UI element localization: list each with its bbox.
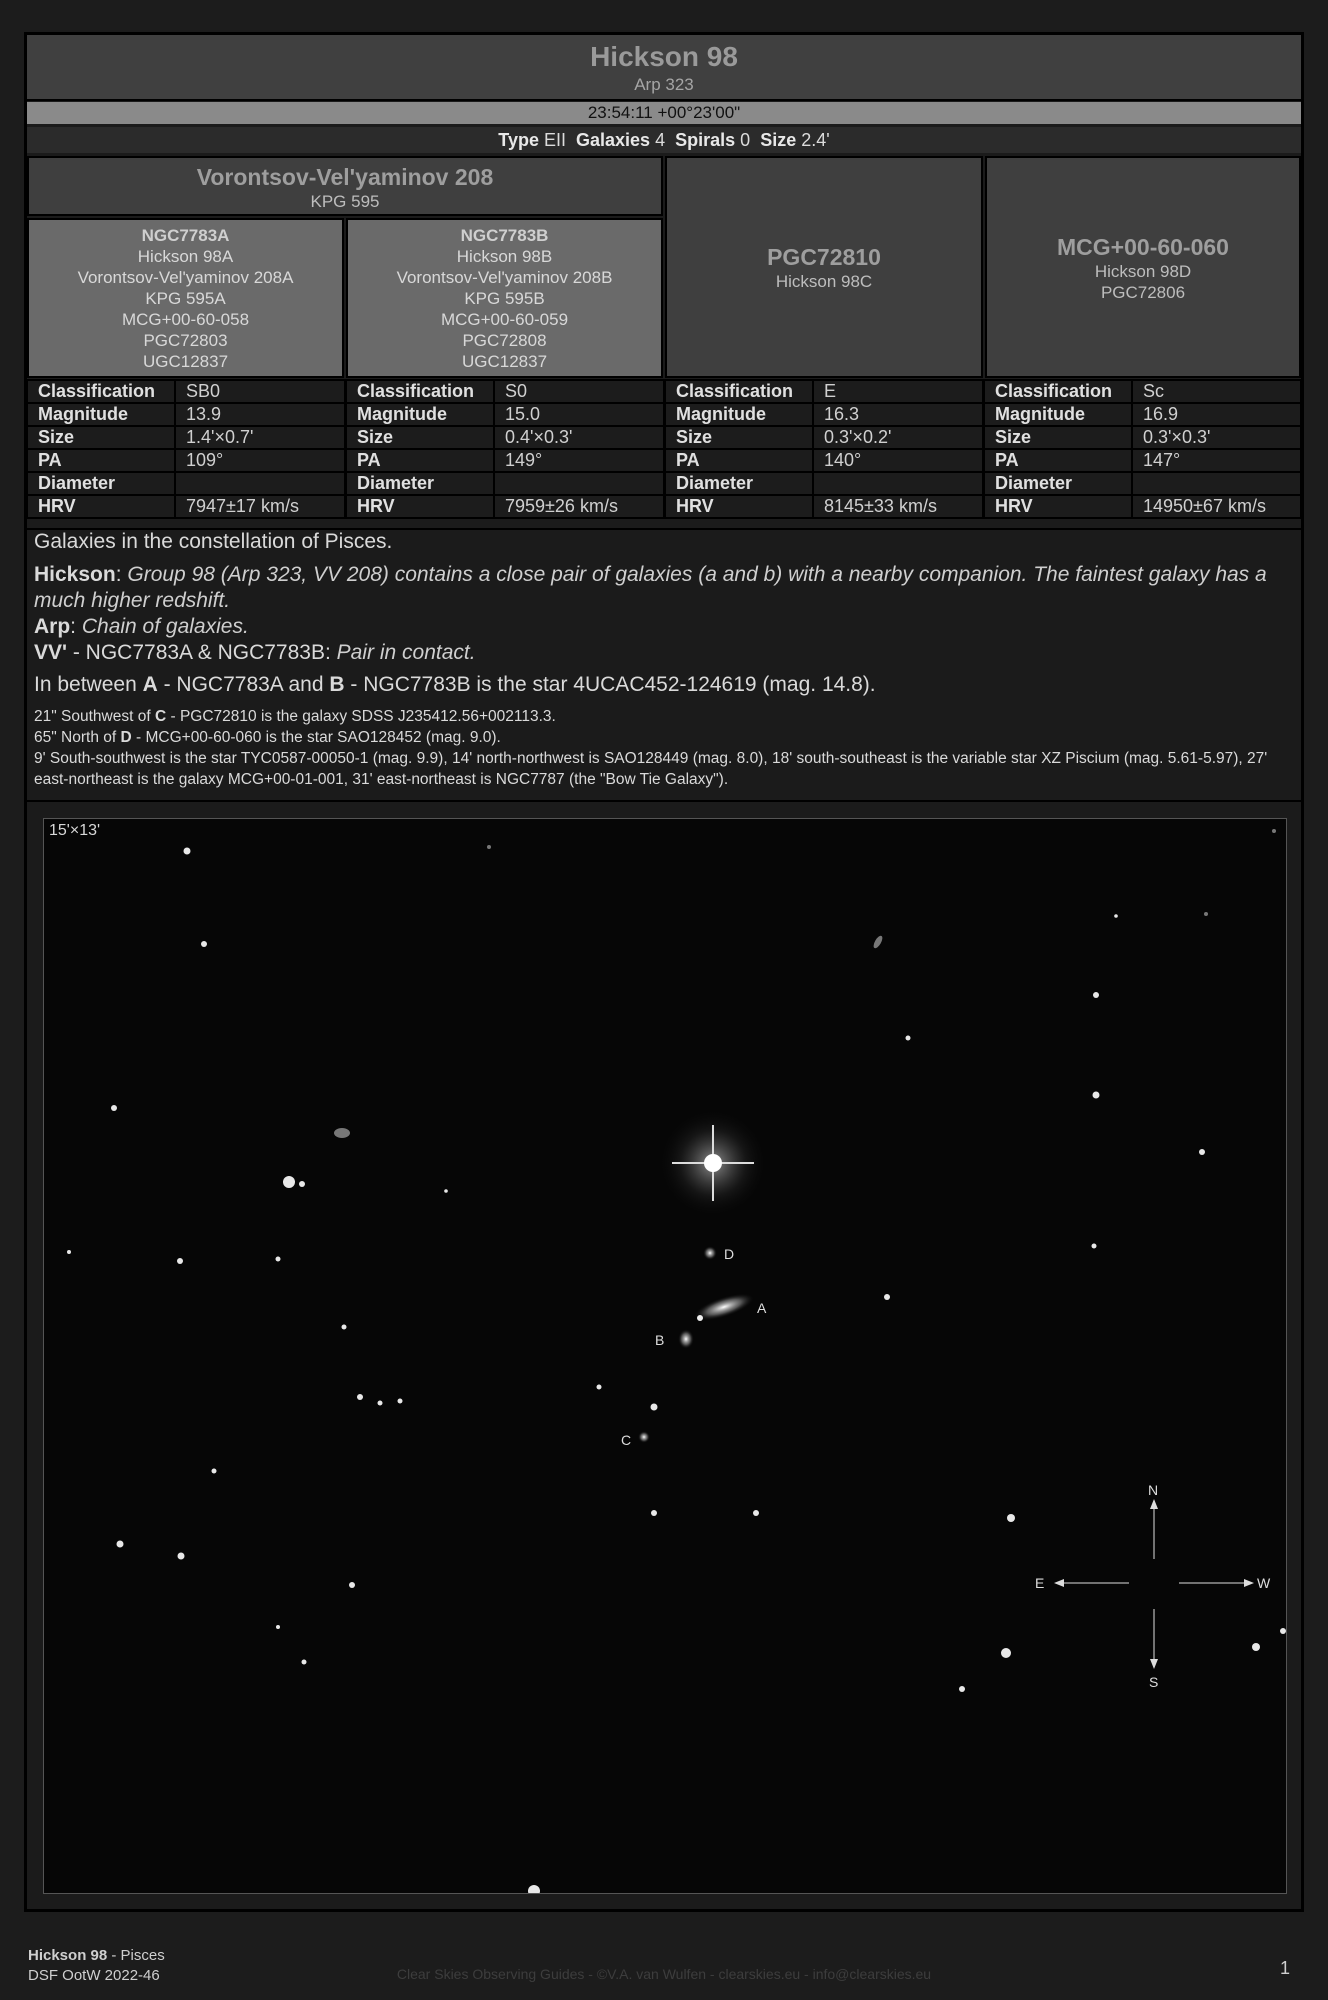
prop-label: Magnitude xyxy=(346,403,494,426)
note-label: A xyxy=(142,673,158,696)
galaxy-b-mark xyxy=(678,1329,694,1349)
galaxy-a-alias: KPG 595A xyxy=(145,289,226,308)
note-text: 65" North of xyxy=(34,729,121,746)
star xyxy=(357,1394,363,1400)
prop-label: Diameter xyxy=(665,472,813,495)
label-b: B xyxy=(655,1332,665,1348)
star xyxy=(906,1036,911,1041)
notes-section xyxy=(34,530,1294,790)
star xyxy=(276,1257,281,1262)
prop-label: Magnitude xyxy=(984,403,1132,426)
star xyxy=(1092,1244,1097,1249)
star xyxy=(283,1176,295,1188)
galaxy-b-alias: MCG+00-60-059 xyxy=(440,310,569,329)
star xyxy=(67,1250,71,1254)
star xyxy=(444,1189,448,1193)
prop-label: Size xyxy=(346,426,494,449)
star xyxy=(528,1885,540,1893)
label-d: D xyxy=(724,1246,735,1262)
prop-label: Classification xyxy=(984,380,1132,403)
galaxy-d-mark xyxy=(703,1246,717,1260)
type-value: EII xyxy=(543,130,566,150)
prop-label: Classification xyxy=(27,380,175,403)
prop-label: PA xyxy=(27,449,175,472)
note-text: Pair in contact. xyxy=(336,641,476,664)
faint-objects xyxy=(334,829,1276,1138)
galaxy-b-alias: Hickson 98B xyxy=(456,247,553,266)
compass-w: W xyxy=(1257,1575,1271,1591)
prop-value: E xyxy=(813,380,983,403)
hickson-note: Hickson: Group 98 (Arp 323, VV 208) contains a close pair of galaxies (a and b) with a nearby companion. The faintest galaxy has a much higher redshift. xyxy=(34,563,1267,612)
arp-note: Arp: Chain of galaxies. xyxy=(34,615,249,638)
note-text: Group 98 (Arp 323, VV 208) contains a close pair of galaxies (a and b) with a nearby companion. The faintest galaxy has a much higher redshift. xyxy=(34,563,1267,612)
prop-label: HRV xyxy=(346,495,494,518)
compass-n: N xyxy=(1148,1482,1159,1498)
prop-value: 0.3'×0.2' xyxy=(813,426,983,449)
prop-value: Sc xyxy=(1132,380,1301,403)
arrow-south xyxy=(1150,1659,1158,1669)
footer-series: DSF OotW 2022-46 xyxy=(28,1967,160,1984)
prop-value: 7959±26 km/s xyxy=(494,495,664,518)
note-label: VV' xyxy=(34,641,68,664)
note-text: Chain of galaxies. xyxy=(81,615,249,638)
star-between-a-b xyxy=(697,1315,703,1321)
divider xyxy=(27,800,1301,802)
prop-value: 0.3'×0.3' xyxy=(1132,426,1301,449)
prop-value: SB0 xyxy=(175,380,345,403)
galaxy-d-alias: Hickson 98D xyxy=(1094,262,1192,281)
note-label: D xyxy=(120,729,132,746)
vv-note xyxy=(34,640,1294,666)
prop-label: Size xyxy=(665,426,813,449)
star xyxy=(111,1105,117,1111)
note-text: - NGC7783A and xyxy=(157,673,330,696)
type-bar xyxy=(27,127,1301,153)
star xyxy=(178,1553,185,1560)
prop-label: Classification xyxy=(665,380,813,403)
prop-value: 14950±67 km/s xyxy=(1132,495,1301,518)
prop-value: 1.4'×0.7' xyxy=(175,426,345,449)
note-text: - NGC7783A & NGC7783B: xyxy=(67,641,337,664)
southwest-note xyxy=(34,706,1294,727)
prop-value: 16.3 xyxy=(813,403,983,426)
prop-value xyxy=(175,472,345,495)
galaxy-d-alias: PGC72806 xyxy=(1100,283,1186,302)
prop-value: 149° xyxy=(494,449,664,472)
galaxy-a-name: NGC7783A xyxy=(141,226,230,245)
galaxy-a-alias: UGC12837 xyxy=(142,352,229,371)
star xyxy=(201,941,207,947)
star xyxy=(597,1385,602,1390)
galaxy-d-name: MCG+00-60-060 xyxy=(1057,234,1229,260)
galaxy-b-alias: KPG 595B xyxy=(464,289,545,308)
faint-star xyxy=(487,845,491,849)
faint-star xyxy=(1204,912,1208,916)
galaxy-c-name: PGC72810 xyxy=(767,244,881,270)
galaxy-d-props xyxy=(983,379,1302,519)
size-value: 2.4' xyxy=(801,130,830,150)
compass xyxy=(1059,1504,1249,1664)
star xyxy=(342,1325,347,1330)
galaxy-c-alias: Hickson 98C xyxy=(775,272,873,291)
divider xyxy=(27,528,1301,530)
group-header xyxy=(27,35,1301,101)
far-field-note: 9' South-southwest is the star TYC0587-00050-1 (mag. 9.9), 14' north-northwest is SAO128449 (mag. 8.0), 18' south-southeast is the variable star XZ Piscium (mag. 5.61-5.97), 27' east-northeast is the galaxy MCG+00-01-001, 31' east-northeast is NGC7787 (the "Bow Tie Galaxy"). xyxy=(34,750,1268,788)
prop-value: 7947±17 km/s xyxy=(175,495,345,518)
galaxy-c-box xyxy=(665,156,983,378)
galaxies-value: 4 xyxy=(655,130,666,150)
bright-star xyxy=(704,1154,722,1172)
star xyxy=(651,1404,658,1411)
prop-label: PA xyxy=(346,449,494,472)
note-text: 21" Southwest of xyxy=(34,708,155,725)
prop-label: PA xyxy=(984,449,1132,472)
type-label: Type xyxy=(498,130,539,150)
prop-value xyxy=(813,472,983,495)
compass-s: S xyxy=(1149,1674,1159,1690)
vv-group-box xyxy=(27,156,663,216)
faint-star xyxy=(1272,829,1276,833)
prop-label: PA xyxy=(665,449,813,472)
vv-group-alias: KPG 595 xyxy=(310,192,380,211)
prop-value xyxy=(494,472,664,495)
galaxy-a-alias: Vorontsov-Vel'yaminov 208A xyxy=(77,268,294,287)
between-note xyxy=(34,672,1294,698)
prop-value xyxy=(1132,472,1301,495)
footer-constellation: - Pisces xyxy=(107,1947,165,1964)
prop-label: HRV xyxy=(665,495,813,518)
galaxies-label: Galaxies xyxy=(576,130,651,150)
star xyxy=(299,1181,305,1187)
galaxy-b-box xyxy=(346,218,663,378)
note-label: B xyxy=(329,673,345,696)
coordinates: 23:54:11 +00°23'00" xyxy=(27,102,1301,124)
star-field-svg xyxy=(44,819,1286,1893)
field-of-view: 15'×13' xyxy=(49,822,101,839)
star xyxy=(1199,1149,1205,1155)
prop-value: 16.9 xyxy=(1132,403,1301,426)
prop-value: 15.0 xyxy=(494,403,664,426)
galaxy-a-props xyxy=(26,379,346,519)
north-note xyxy=(34,727,1294,748)
faint-galaxy xyxy=(334,1128,350,1138)
label-a: A xyxy=(757,1300,767,1316)
prop-label: HRV xyxy=(27,495,175,518)
galaxy-b-name: NGC7783B xyxy=(460,226,549,245)
star xyxy=(184,848,191,855)
star xyxy=(378,1401,383,1406)
note-text: - MCG+00-60-060 is the star SAO128452 (mag. 9.0). xyxy=(131,729,501,746)
star xyxy=(276,1625,280,1629)
star xyxy=(753,1510,759,1516)
field-stars xyxy=(67,848,1286,1894)
galaxy-c-mark xyxy=(638,1431,650,1443)
prop-label: Classification xyxy=(346,380,494,403)
prop-label: Diameter xyxy=(27,472,175,495)
star xyxy=(959,1686,965,1692)
star xyxy=(884,1294,890,1300)
galaxy-c-props xyxy=(664,379,984,519)
star xyxy=(651,1510,657,1516)
page-number: 1 xyxy=(1280,1958,1291,1978)
note-text: - NGC7783B is the star 4UCAC452-124619 (mag. 14.8). xyxy=(344,673,876,696)
prop-value: 0.4'×0.3' xyxy=(494,426,664,449)
galaxy-d-box xyxy=(985,156,1301,378)
galaxy-a-alias: Hickson 98A xyxy=(137,247,234,266)
note-label: Hickson xyxy=(34,563,116,586)
prop-label: Diameter xyxy=(984,472,1132,495)
footer-credit: Clear Skies Observing Guides - ©V.A. van Wulfen - clearskies.eu - info@clearskies.eu xyxy=(396,1966,932,1982)
galaxy-b-alias: UGC12837 xyxy=(461,352,548,371)
galaxy-b-alias: Vorontsov-Vel'yaminov 208B xyxy=(396,268,613,287)
prop-value: S0 xyxy=(494,380,664,403)
star xyxy=(1093,992,1099,998)
galaxy-a-alias: MCG+00-60-058 xyxy=(121,310,250,329)
constellation-note: Galaxies in the constellation of Pisces. xyxy=(34,530,393,553)
faint-galaxy xyxy=(872,934,884,949)
arrow-north xyxy=(1150,1499,1158,1509)
galaxy-b-props xyxy=(345,379,665,519)
prop-value: 8145±33 km/s xyxy=(813,495,983,518)
prop-value: 147° xyxy=(1132,449,1301,472)
star-field-image xyxy=(43,818,1287,1894)
prop-label: Diameter xyxy=(346,472,494,495)
star xyxy=(1280,1628,1286,1634)
note-label: Arp xyxy=(34,615,71,638)
prop-value: 13.9 xyxy=(175,403,345,426)
prop-value: 140° xyxy=(813,449,983,472)
star xyxy=(398,1399,403,1404)
group-title: Hickson 98 xyxy=(590,41,738,72)
spirals-value: 0 xyxy=(740,130,751,150)
prop-value: 109° xyxy=(175,449,345,472)
prop-label: Size xyxy=(27,426,175,449)
prop-label: Magnitude xyxy=(665,403,813,426)
note-text: In between xyxy=(34,673,143,696)
star xyxy=(1007,1514,1015,1522)
star xyxy=(1114,914,1118,918)
group-subtitle: Arp 323 xyxy=(634,75,694,94)
star xyxy=(212,1469,217,1474)
label-c: C xyxy=(621,1432,632,1448)
note-label: C xyxy=(154,708,167,725)
prop-label: Magnitude xyxy=(27,403,175,426)
arrow-east xyxy=(1054,1579,1064,1587)
star xyxy=(302,1660,307,1665)
galaxy-b-alias: PGC72808 xyxy=(462,331,547,350)
compass-e: E xyxy=(1035,1575,1045,1591)
star xyxy=(349,1582,355,1588)
size-label: Size xyxy=(760,130,797,150)
galaxy-a-box xyxy=(27,218,344,378)
star xyxy=(117,1541,124,1548)
star xyxy=(177,1258,183,1264)
note-text: - PGC72810 is the galaxy SDSS J235412.56+002113.3. xyxy=(166,708,556,725)
footer-title: Hickson 98 xyxy=(28,1947,108,1964)
star xyxy=(1252,1643,1260,1651)
star xyxy=(1093,1092,1100,1099)
prop-label: HRV xyxy=(984,495,1132,518)
arrow-west xyxy=(1244,1579,1254,1587)
galaxy-a-alias: PGC72803 xyxy=(143,331,228,350)
prop-label: Size xyxy=(984,426,1132,449)
vv-group-name: Vorontsov-Vel'yaminov 208 xyxy=(196,164,494,190)
star xyxy=(1001,1648,1011,1658)
spirals-label: Spirals xyxy=(675,130,736,150)
